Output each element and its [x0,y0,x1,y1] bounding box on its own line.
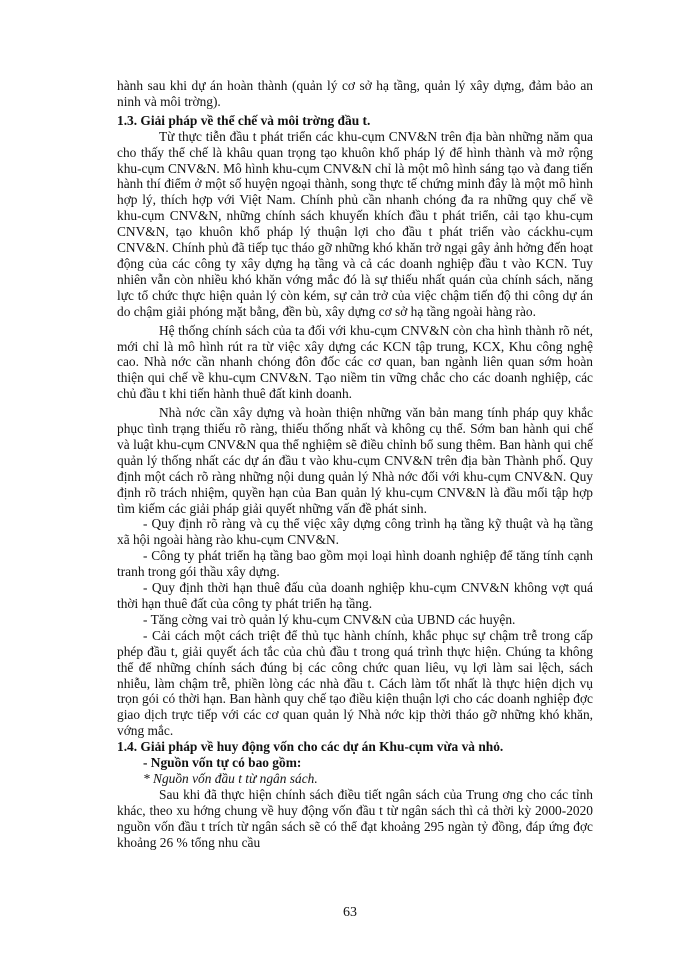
subheading-own-capital: - Nguồn vốn tự có bao gồm: [143,755,302,771]
page-number: 63 [343,905,357,920]
italic-subheading-budget: * Nguồn vốn đầu t từ ngân sách. [143,770,318,786]
list-item: - Quy định thời hạn thuê đấu của doanh nghiệp khu-cụm CNV&N không vợt quá thời hạn thuê đất của công ty phát triển hạ tầng. [117,580,593,611]
paragraph-budget: Sau khi đã thực hiện chính sách điều tiết ngân sách của Trung ơng cho các tỉnh khác, theo xu hớng chung về huy động vốn đầu t từ ngân sách thì cả thời kỳ 2000-2020 nguồn vốn đầu t trích từ ngân sách sẽ có thể đạt khoảng 295 ngàn tỷ đồng, đáp ứng đợc khoảng 26 % tổng nhu cầu [117,786,593,850]
list-item: - Quy định rõ ràng và cụ thể việc xây dựng công trình hạ tầng kỹ thuật và hạ tầng xã hội ngoài hàng rào khu-cụm CNV&N. [117,516,593,548]
list-item: - Tăng cờng vai trò quản lý khu-cụm CNV&N của UBND các huyện. [143,611,516,627]
paragraph-legal-documents: Nhà nớc cần xây dựng và hoàn thiện những văn bản mang tính pháp quy khắc phục tình trạng thiếu rõ ràng, thiếu thống nhất và không cụ thể. Sớm ban hành qui chế và luật khu-cụm CNV&N qua thể nghiệm sẽ điều chỉnh bổ sung thêm. Ban hành qui chế quản lý thống nhất các dự án đầu t vào khu-cụm CNV&N trên địa bàn Thành phố. Quy định một cách rõ ràng những nội dung quản lý Nhà nớc đối với khu-cụm CNV&N. Quy định rõ trách nhiệm, quyền hạn của Ban quản lý khu-cụm CNV&N là đầu mối tập hợp tìm kiếm các giải pháp giải quyết những vấn đề phát sinh. [117,405,593,516]
section-heading-1-3: 1.3. Giải pháp về thể chế và môi trờng đầu t. [117,112,371,128]
list-item: - Công ty phát triển hạ tầng bao gồm mọi loại hình doanh nghiệp để tăng tính cạnh tranh trong gói thầu xây dựng. [117,548,593,580]
section-heading-1-4: 1.4. Giải pháp về huy động vốn cho các dự án Khu-cụm vừa và nhỏ. [117,739,504,755]
paragraph-institutions: Từ thực tiễn đầu t phát triển các khu-cụm CNV&N trên địa bàn những năm qua cho thấy thể chế là khâu quan trọng tạo khuôn khổ pháp lý để hình thành và mở rộng khu-cụm CNV&N. Mô hình khu-cụm CNV&N chỉ là một mô hình sáng tạo và đang tiến hành thí điểm ở một số huyện ngoại thành, song thực tế chứng minh đây là một mô hình hợp lý, thích hợp với Việt Nam. Chính phủ cần nhanh chóng đa ra những quy chế về khu-cụm CNV&N, những chính sách khuyến khích đầu t phát triển, cải tạo khu-cụm CNV&N, tạo khuôn khổ pháp lý thuận lợi cho đầu t phát triển vào cáckhu-cụm CNV&N. Chính phủ đã tiếp tục tháo gỡ những khó khăn trở ngại gây ảnh hởng đến hoạt động của các công ty xây dựng hạ tầng và cả các doanh nghiệp đầu t vào KCN. Tuy nhiên vẫn còn nhiều khó khăn vớng mắc đó là sự thiếu nhất quán của chính sách, năng lực tổ chức thực hiện quản lý còn kém, sự cản trở của việc chậm tiến độ thi công dự án do chậm giải phóng mặt bằng, đền bù, xây dựng cơ sở hạ tầng ngoài hàng rào. [117,128,593,319]
list-item: - Cải cách một cách triệt để thủ tục hành chính, khắc phục sự chậm trễ trong cấp phép đầu t, giải quyết ách tắc của chủ đầu t trong quá trình thực hiện. Chúng ta không thể để những chính sách đúng bị các công chức quan liêu, vụ lợi làm sai lệch, sách nhiễu, làm chậm trễ, phiền lòng các nhà đầu t. Cách làm tốt nhất là thực hiện dịch vụ trọn gói có thời hạn. Ban hành quy chế tạo điều kiện thuận lợi cho các doanh nghiệp đợc giao dịch trực tiếp với các cơ quan quản lý Nhà nớc kịp thời tháo gỡ những khó khăn, vớng mắc. [117,627,593,739]
document-body [117,78,593,851]
paragraph-policy-system: Hệ thống chính sách của ta đối với khu-cụm CNV&N còn cha hình thành rõ nét, mới chỉ là mô hình rút ra từ việc xây dựng các KCN tập trung, KCX, Khu công nghệ cao. Nhà nớc cần nhanh chóng đôn đốc các cơ quan, ban ngành liên quan sớm hoàn thiện qui chế về khu-cụm CNV&N. Tạo niềm tin vững chắc cho các doanh nghiệp, các chủ đầu t khi tiến hành thuê đất kinh doanh. [117,322,593,402]
paragraph-continuation: hành sau khi dự án hoàn thành (quản lý cơ sở hạ tầng, quản lý xây dựng, đảm bảo an ninh và môi trờng). [117,78,593,109]
